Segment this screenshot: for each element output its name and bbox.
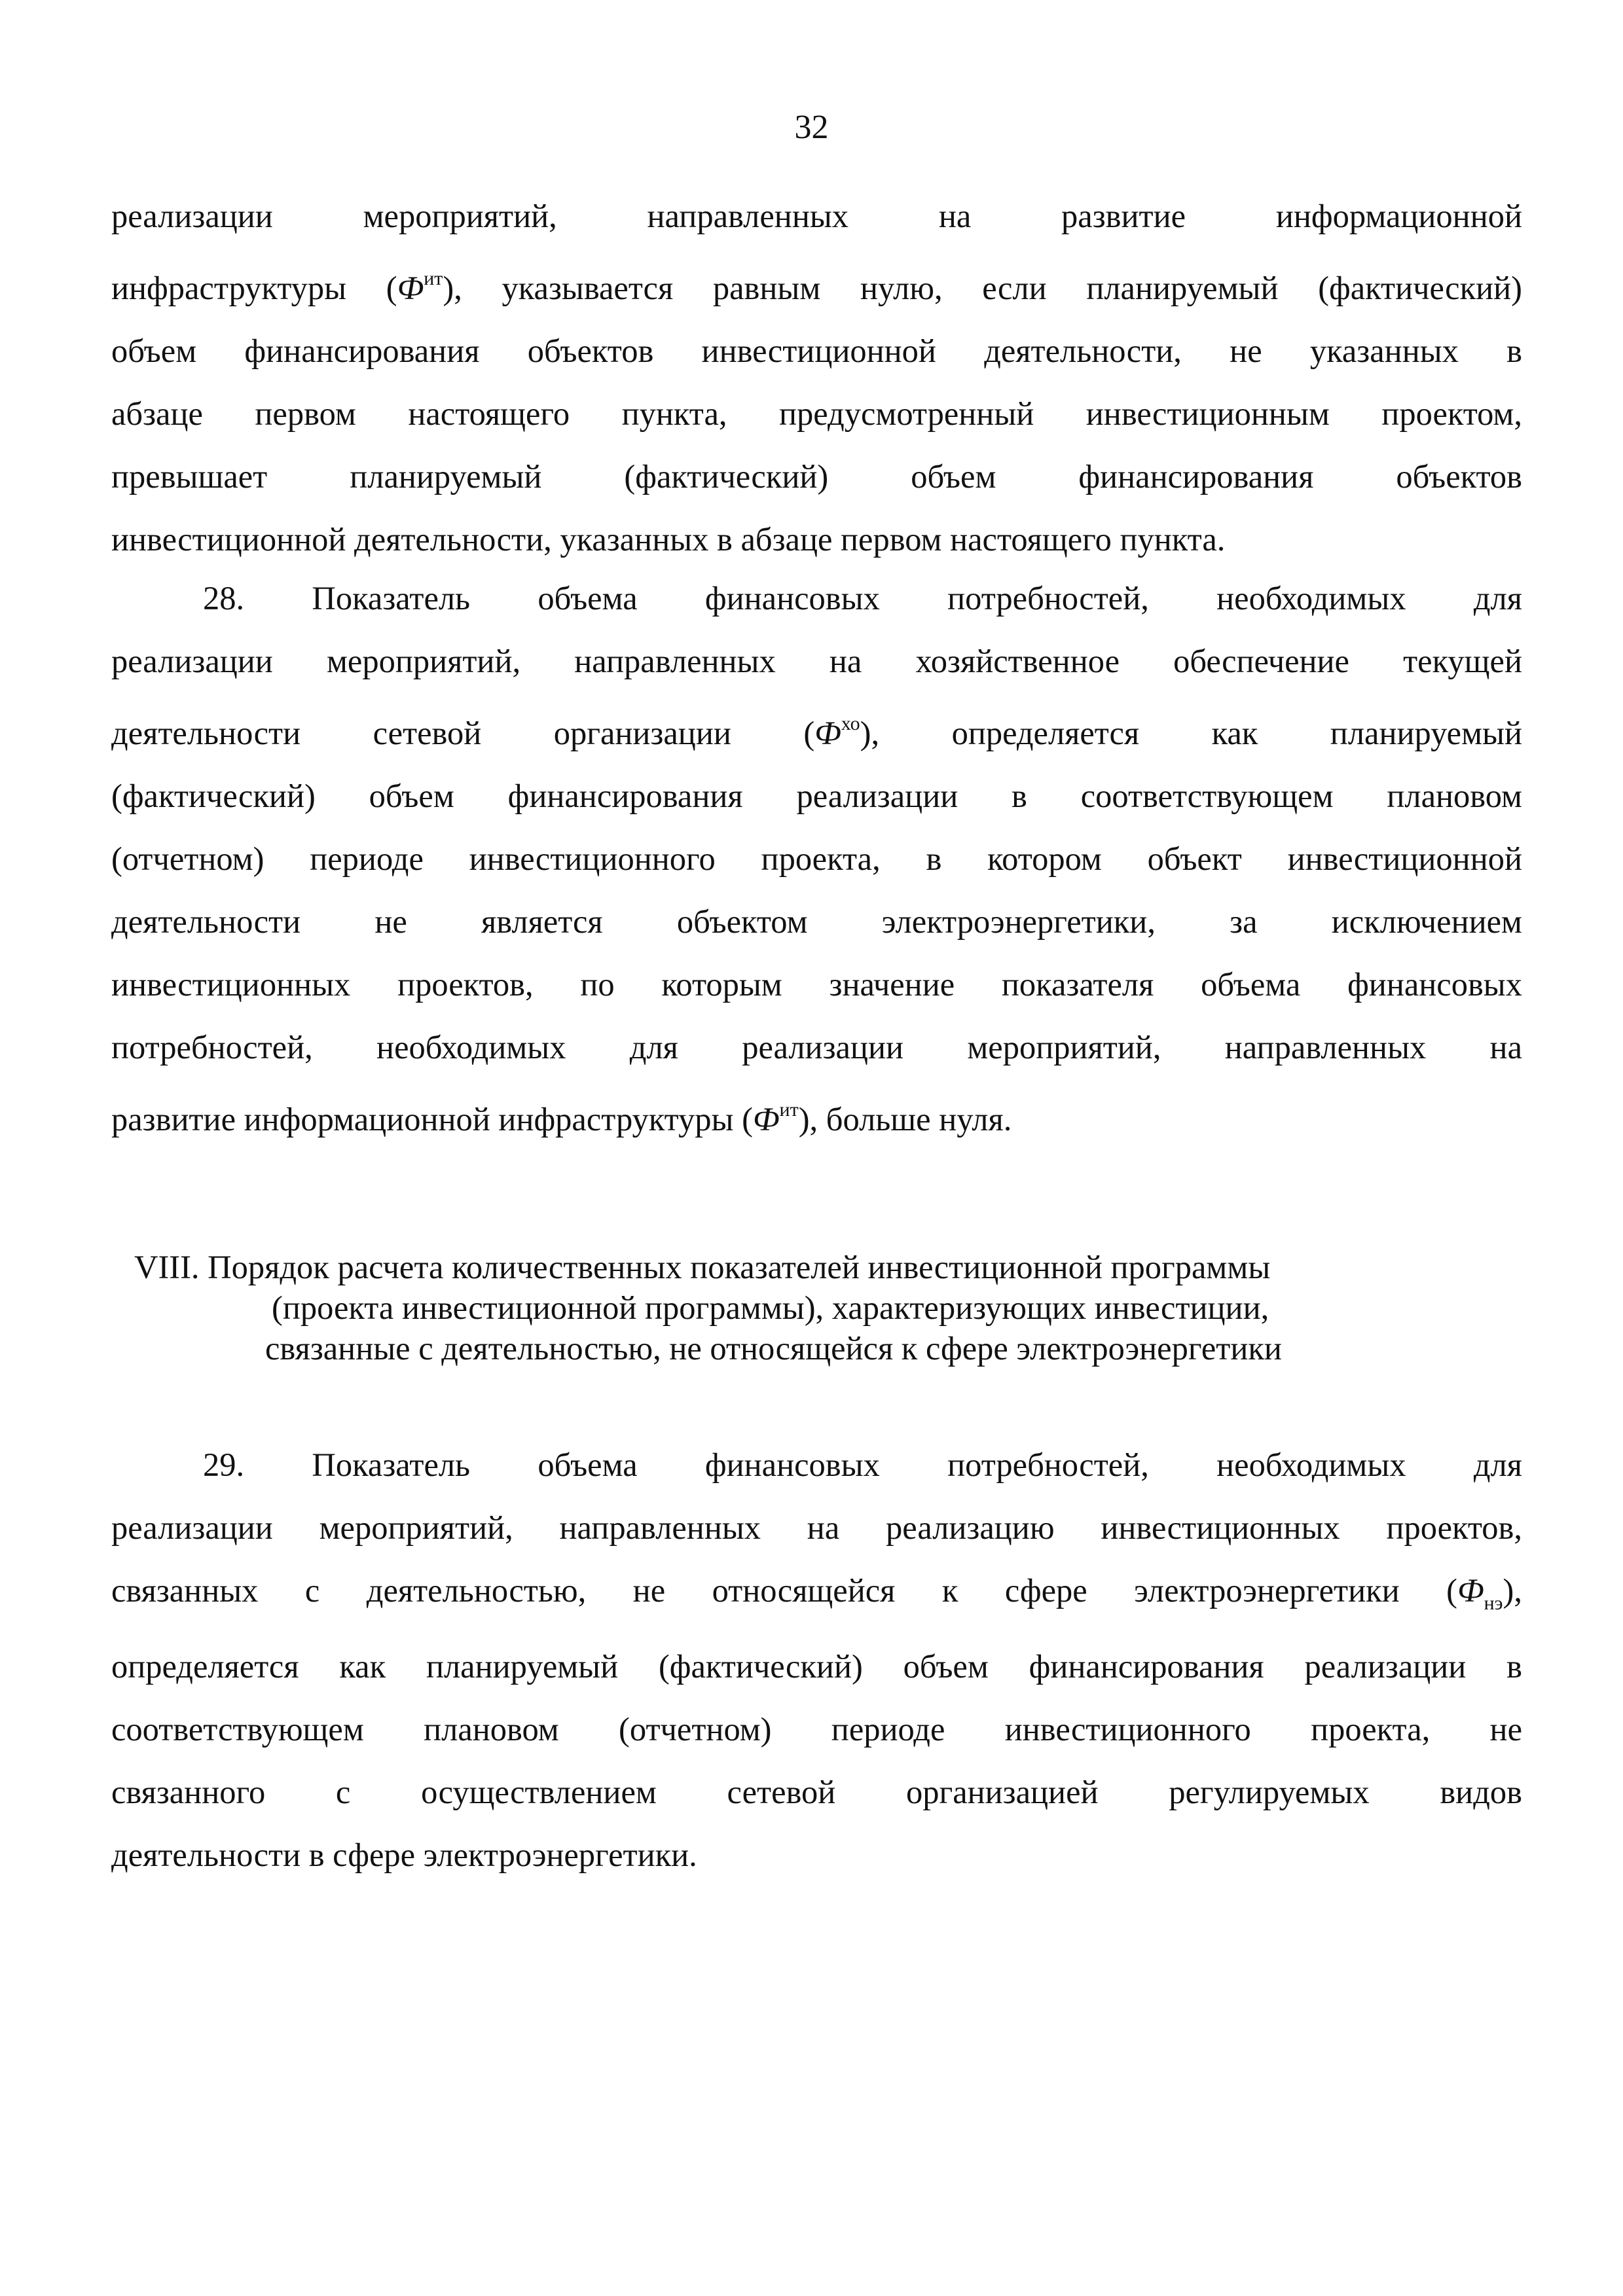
text-line: абзаце первом настоящего пункта, предусмотренный инвестиционным проектом, <box>111 395 1522 432</box>
phi-symbol: Ф <box>397 270 424 306</box>
text-line: (фактический) объем финансирования реализации в соответствующем плановом <box>111 778 1522 814</box>
heading-line: связанные с деятельностью, не относящейся к сфере электроэнергетики <box>265 1330 1282 1367</box>
text-line: связанных с деятельностью, не относящейся к сфере электроэнергетики $(Ф_{нэ})$, <box>111 1572 1522 1614</box>
section-heading <box>111 1247 1522 1369</box>
text-line: инвестиционных проектов, по которым значение показателя объема финансовых <box>111 966 1522 1003</box>
text-line: реализации мероприятий, направленных на хозяйственное обеспечение текущей <box>111 643 1522 679</box>
phi-symbol: Ф <box>814 715 841 751</box>
text-line: (отчетном) периоде инвестиционного проекта, в котором объект инвестиционной <box>111 840 1522 877</box>
text-line: развитие информационной инфраструктуры $(Ф^{ит})$, больше нуля. <box>111 1099 1012 1138</box>
text-line: реализации мероприятий, направленных на реализацию инвестиционных проектов, <box>111 1509 1522 1546</box>
phi-symbol: Ф <box>752 1101 780 1138</box>
phi-symbol: Ф <box>1457 1572 1484 1609</box>
text-line: инфраструктуры $(Ф^{ит})$, указывается равным нулю, если планируемый (фактический) <box>111 268 1523 306</box>
text-line: инвестиционной деятельности, указанных в абзаце первом настоящего пункта. <box>111 521 1226 558</box>
text-line: деятельности сетевой организации $(Ф^{хо})$, определяется как планируемый <box>111 713 1522 751</box>
page-number: 32 <box>794 109 829 146</box>
text-line: потребностей, необходимых для реализации мероприятий, направленных на <box>111 1029 1522 1066</box>
heading-line: VIII. Порядок расчета количественных показателей инвестиционной программы <box>134 1249 1271 1285</box>
text-line: 28. Показатель объема финансовых потребностей, необходимых для <box>203 580 1522 617</box>
paragraph-29 <box>111 1433 1522 1886</box>
heading-line: (проекта инвестиционной программы), характеризующих инвестиции, <box>272 1289 1269 1326</box>
text-line: связанного с осуществлением сетевой организацией регулируемых видов <box>111 1774 1522 1810</box>
text-line: превышает планируемый (фактический) объем финансирования объектов <box>111 458 1522 495</box>
text-line: деятельности в сфере электроэнергетики. <box>111 1837 697 1873</box>
text-line: реализации мероприятий, направленных на развитие информационной <box>111 198 1522 234</box>
paragraph-27-continuation <box>111 185 1522 571</box>
paragraph-28 <box>111 567 1522 1151</box>
text-line: определяется как планируемый (фактический) объем финансирования реализации в <box>111 1648 1522 1685</box>
text-line: 29. Показатель объема финансовых потребностей, необходимых для <box>203 1446 1522 1483</box>
text-line: объем финансирования объектов инвестиционной деятельности, не указанных в <box>111 332 1522 369</box>
text-line: деятельности не является объектом электроэнергетики, за исключением <box>111 903 1522 940</box>
text-line: соответствующем плановом (отчетном) периоде инвестиционного проекта, не <box>111 1711 1522 1748</box>
